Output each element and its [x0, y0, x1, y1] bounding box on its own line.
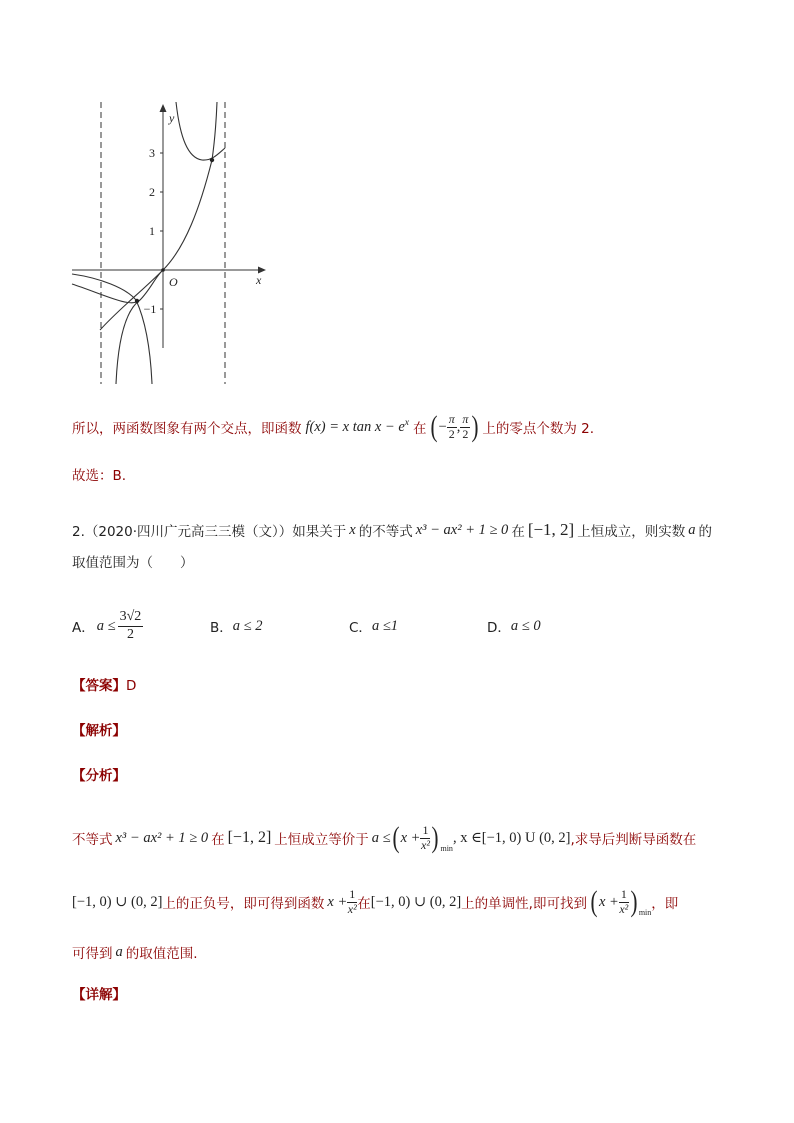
curve-increasing — [100, 102, 217, 330]
explain-line-3: 可得到 a 的取值范围. — [72, 943, 198, 962]
y-tick-3: 3 — [149, 146, 155, 160]
curve-decreasing — [72, 274, 152, 384]
intersection-point-2 — [135, 299, 139, 303]
option-a[interactable]: A． a ≤ $\frac{3√2}{2}$ — [72, 609, 142, 642]
y-tick-neg1: −1 — [143, 302, 157, 316]
y-axis-arrow-icon — [160, 104, 167, 112]
question-line-1: 2.（2020·四川广元高三三模（文））如果关于 x 的不等式 x³ − ax² + 1 ≥ 0 在 [−1, 2] 上恒成立，则实数 a 的 — [72, 520, 712, 540]
function-graph — [60, 98, 280, 388]
conclusion-suffix: 上的零点个数为 2. — [482, 421, 595, 437]
origin-label: O — [169, 275, 178, 289]
option-c[interactable]: C． a ≤1 — [349, 617, 399, 636]
y-axis-label: y — [169, 111, 175, 125]
explain-line-2: [−1, 0) ∪ (0, 2] 上的正负号，即可得到函数 x + $\frac{1}{\text{x²}}$ 在 [−1, 0) ∪ (0, 2] 上的单调性,即可找到 ( x + $\frac{1}{\text{x²}}$ ) $_{min}$ ，即 — [72, 885, 679, 918]
y-tick-1: 1 — [149, 224, 155, 238]
conclusion-prefix: 所以，两函数图象有两个交点，即函数 — [72, 421, 302, 437]
origin-point — [161, 268, 165, 272]
previous-choice: 故选：B. — [72, 468, 127, 484]
question-inequality: x³ − ax² + 1 ≥ 0 — [415, 521, 509, 538]
explain-line-1: 不等式 x³ − ax² + 1 ≥ 0 在 [−1, 2] 上恒成立等价于 a ≤ ( x + $\frac{1}{\text{x²}}$ ) $_{min}$ , x ∈[−1, 0) U (0, 2] ,求导后判断导函数在 — [72, 821, 697, 854]
options-row — [72, 606, 541, 646]
intersection-point-1 — [210, 158, 214, 162]
answer-line: 【答案】D — [72, 678, 137, 694]
question-interval: [−1, 2] — [527, 520, 575, 539]
curve-xtanx-right — [176, 102, 225, 160]
conclusion-mid: 在 — [413, 421, 427, 437]
fenxi-tag: 【分析】 — [72, 768, 126, 784]
conclusion-function: f(x) = x $\tan x - e^x$ — [305, 418, 409, 435]
x-axis-label: x — [256, 273, 262, 287]
curve-xtanx-left — [116, 270, 163, 384]
option-b[interactable]: B． a ≤ 2 — [210, 617, 263, 636]
option-d[interactable]: D． a ≤ 0 — [487, 617, 541, 636]
question-line-2: 取值范围为（ ） — [72, 555, 194, 571]
conclusion-line — [72, 410, 594, 444]
y-tick-2: 2 — [149, 185, 155, 199]
detail-tag: 【详解】 — [72, 987, 126, 1003]
analysis-tag: 【解析】 — [72, 723, 126, 739]
conclusion-interval: ( − $\frac{\pi}{2}$ , $\frac{\pi}{2}$ ) — [430, 410, 479, 443]
